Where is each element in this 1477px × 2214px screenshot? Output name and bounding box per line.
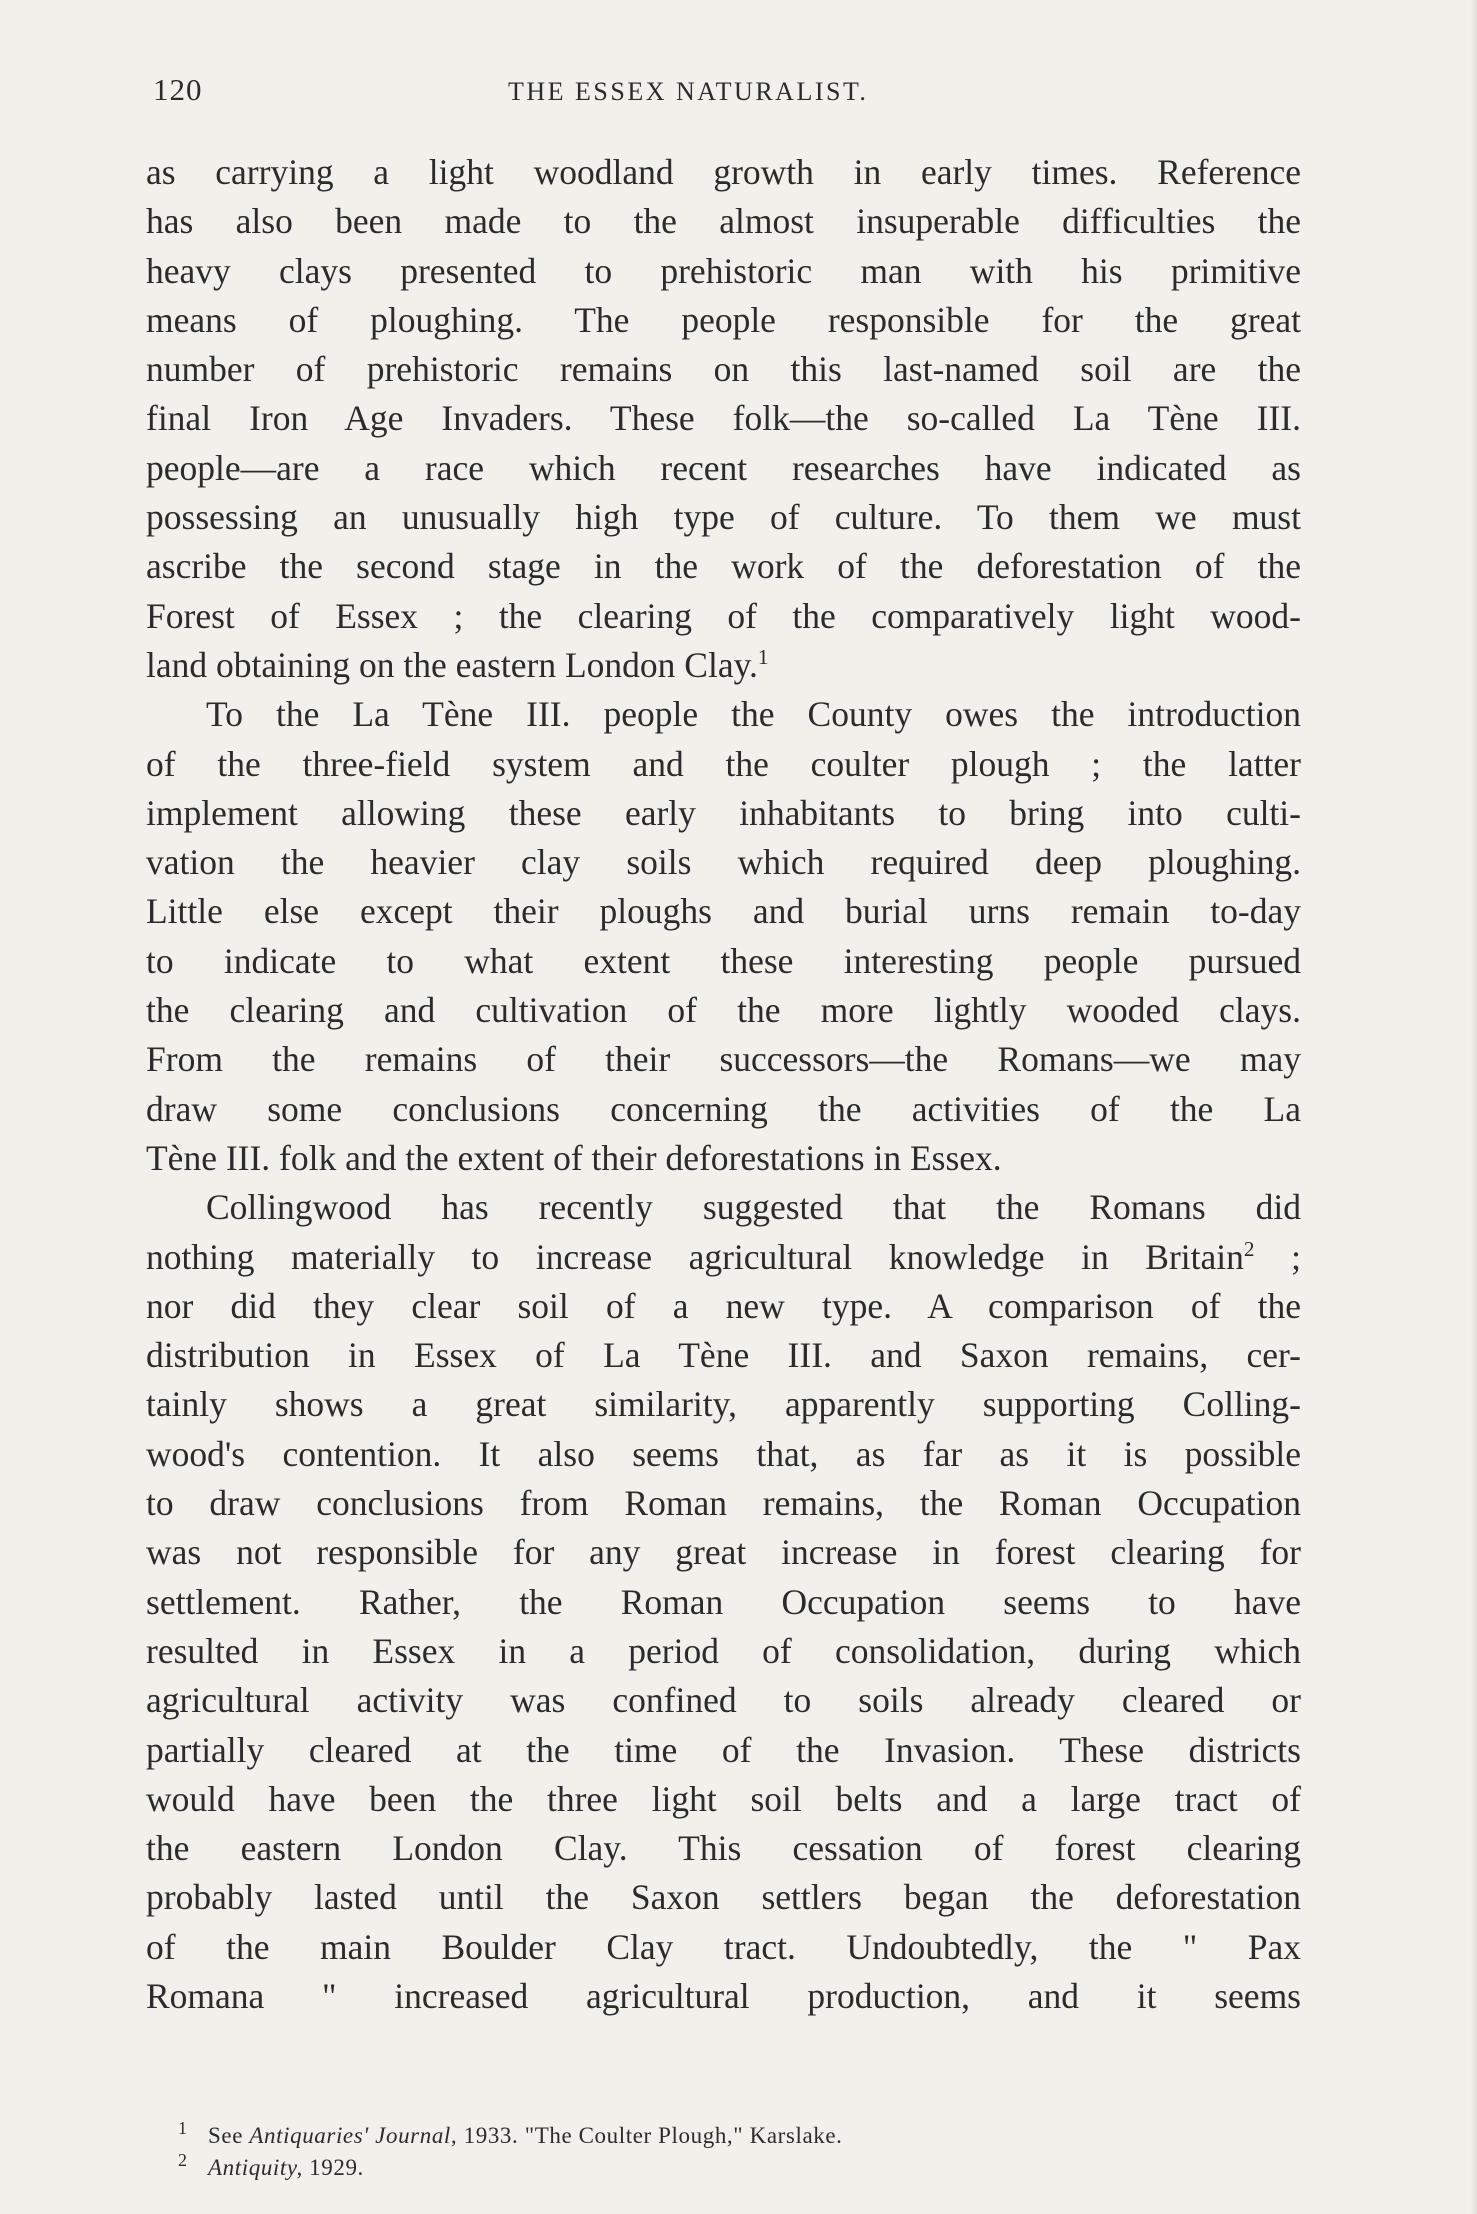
page-edge-shadow bbox=[1471, 0, 1477, 2214]
text-line: people—are a race which recent researches have indicated as bbox=[146, 447, 1301, 488]
text-line: to indicate to what extent these interesting people pursued bbox=[146, 940, 1301, 981]
footnote-citation-title: Antiquity, bbox=[208, 2155, 303, 2180]
text-line: draw some conclusions concerning the activities of the La bbox=[146, 1088, 1301, 1129]
text-line: heavy clays presented to prehistoric man with his primitive bbox=[146, 250, 1301, 291]
text-line: implement allowing these early inhabitants to bring into culti- bbox=[146, 792, 1301, 833]
text-line: the eastern London Clay. This cessation of forest clearing bbox=[146, 1828, 1301, 1869]
text-line: to draw conclusions from Roman remains, the Roman Occupation bbox=[146, 1483, 1301, 1524]
text-line: would have been the three light soil belts and a large tract of bbox=[146, 1778, 1301, 1819]
text-line: partially cleared at the time of the Invasion. These districts bbox=[146, 1729, 1301, 1770]
text-line-tail: ; bbox=[1254, 1236, 1301, 1277]
text-line: From the remains of their successors—the Romans—we may bbox=[146, 1039, 1301, 1080]
text-line: vation the heavier clay soils which required deep ploughing. bbox=[146, 842, 1301, 883]
footnote-ref-2: 2 bbox=[1243, 1236, 1255, 1261]
text-line-content: nothing materially to increase agricultural knowledge in Britain bbox=[146, 1236, 1244, 1277]
text-line: number of prehistoric remains on this last-named soil are the bbox=[146, 349, 1301, 390]
running-head: THE ESSEX NATURALIST. bbox=[508, 77, 869, 106]
footnote-citation-title: Antiquaries' Journal, bbox=[249, 2123, 458, 2148]
text-line: Romana " increased agricultural production, and it seems bbox=[146, 1975, 1301, 2016]
text-line: settlement. Rather, the Roman Occupation seems to have bbox=[146, 1581, 1301, 1622]
text-line: To the La Tène III. people the County owes the introduction bbox=[206, 694, 1301, 735]
text-line: the clearing and cultivation of the more lightly wooded clays. bbox=[146, 990, 1301, 1031]
text-line: probably lasted until the Saxon settlers began the deforestation bbox=[146, 1877, 1301, 1918]
text-line-content: land obtaining on the eastern London Clay. bbox=[146, 644, 758, 685]
text-line: nor did they clear soil of a new type. A comparison of the bbox=[146, 1285, 1301, 1326]
text-line: wood's contention. It also seems that, as far as it is possible bbox=[146, 1433, 1301, 1474]
text-line bbox=[146, 641, 1301, 690]
text-line: of the main Boulder Clay tract. Undoubtedly, the " Pax bbox=[146, 1926, 1301, 1967]
text-line: agricultural activity was confined to soils already cleared or bbox=[146, 1680, 1301, 1721]
text-line: as carrying a light woodland growth in early times. Reference bbox=[146, 152, 1301, 192]
text-line: Forest of Essex ; the clearing of the comparatively light wood- bbox=[146, 595, 1301, 636]
text-line: Collingwood has recently suggested that the Romans did bbox=[206, 1187, 1301, 1228]
text-line: means of ploughing. The people responsible for the great bbox=[146, 299, 1301, 340]
text-line: ascribe the second stage in the work of the deforestation of the bbox=[146, 546, 1301, 587]
text-line: was not responsible for any great increase in forest clearing for bbox=[146, 1532, 1301, 1573]
page-number: 120 bbox=[153, 72, 203, 107]
text-line: possessing an unusually high type of culture. To them we must bbox=[146, 497, 1301, 538]
footnote-1: 1 See Antiquaries' Journal, 1933. "The Coulter Plough," Karslake. bbox=[178, 2118, 843, 2148]
text-line: final Iron Age Invaders. These folk—the so-called La Tène III. bbox=[146, 398, 1301, 439]
text-line: has also been made to the almost insuperable difficulties the bbox=[146, 201, 1301, 242]
footnote-prefix: See bbox=[208, 2123, 250, 2148]
text-line: tainly shows a great similarity, apparently supporting Colling- bbox=[146, 1384, 1301, 1425]
footnotes bbox=[178, 2120, 1178, 2184]
body-text bbox=[146, 148, 1301, 2021]
footnote-ref-1: 1 bbox=[757, 645, 769, 670]
footnote-2: 2 Antiquity, 1929. bbox=[178, 2150, 364, 2180]
text-line: of the three-field system and the coulter plough ; the latter bbox=[146, 743, 1301, 784]
text-line: resulted in Essex in a period of consolidation, during which bbox=[146, 1630, 1301, 1671]
footnote-suffix: 1929. bbox=[302, 2155, 364, 2180]
text-line: Little else except their ploughs and burial urns remain to-day bbox=[146, 891, 1301, 932]
text-line: Tène III. folk and the extent of their deforestations in Essex. bbox=[146, 1137, 1002, 1178]
text-line: distribution in Essex of La Tène III. and Saxon remains, cer- bbox=[146, 1335, 1301, 1376]
text-line bbox=[146, 1233, 1301, 1282]
footnote-suffix: 1933. "The Coulter Plough," Karslake. bbox=[457, 2123, 843, 2148]
